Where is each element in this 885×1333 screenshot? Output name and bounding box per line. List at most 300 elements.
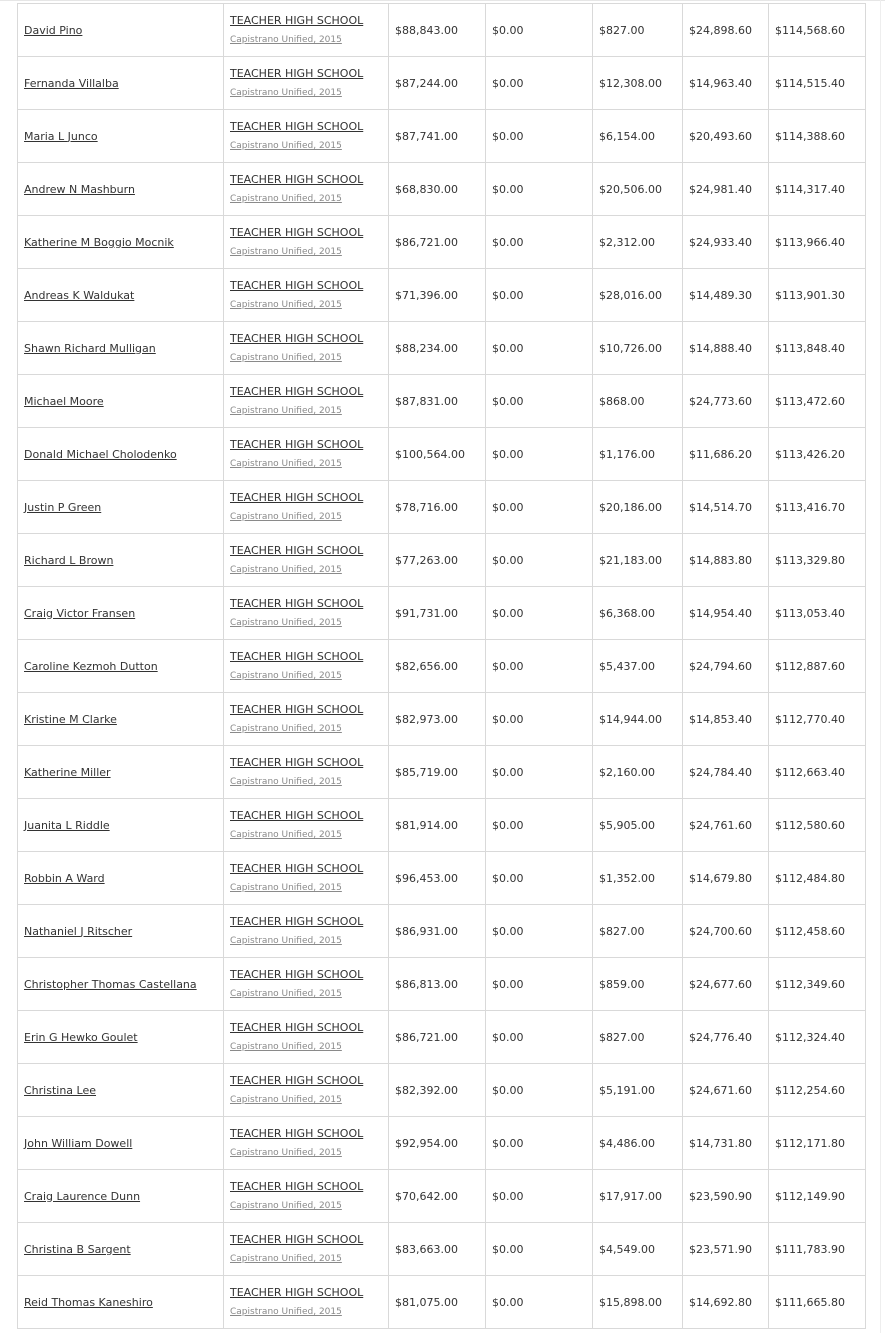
job-cell [224, 216, 389, 269]
overtime-pay-cell [486, 57, 593, 110]
job-cell [224, 163, 389, 216]
employee-name-cell [18, 958, 224, 1011]
base-pay-cell [389, 693, 486, 746]
employee-name-link[interactable]: Caroline Kezmoh Dutton [24, 659, 158, 673]
total-pay-value: $113,848.40 [775, 341, 845, 355]
employee-name-link[interactable]: Kristine M Clarke [24, 712, 117, 726]
total-pay-cell [769, 1064, 866, 1117]
job-title-link[interactable]: TEACHER HIGH SCHOOL [230, 703, 364, 716]
other-pay-cell [593, 375, 683, 428]
overtime-pay-value: $0.00 [492, 553, 524, 567]
agency-year-link[interactable]: Capistrano Unified, 2015 [230, 35, 342, 45]
total-pay-cell [769, 1011, 866, 1064]
employee-name-link[interactable]: Katherine Miller [24, 765, 111, 779]
overtime-pay-cell [486, 216, 593, 269]
overtime-pay-cell [486, 322, 593, 375]
total-pay-cell [769, 640, 866, 693]
total-pay-value: $112,663.40 [775, 765, 845, 779]
agency-year-link[interactable]: Capistrano Unified, 2015 [230, 724, 342, 734]
employee-name-cell [18, 375, 224, 428]
employee-name-cell [18, 1170, 224, 1223]
benefits-value: $24,761.60 [689, 818, 752, 832]
job-title-link[interactable]: TEACHER HIGH SCHOOL [230, 809, 364, 822]
benefits-value: $14,883.80 [689, 553, 752, 567]
other-pay-cell [593, 322, 683, 375]
base-pay-value: $83,663.00 [395, 1242, 458, 1256]
base-pay-cell [389, 1170, 486, 1223]
total-pay-cell [769, 322, 866, 375]
overtime-pay-cell [486, 958, 593, 1011]
employee-name-cell [18, 163, 224, 216]
agency-year-link[interactable]: Capistrano Unified, 2015 [230, 406, 342, 416]
employee-name-cell [18, 1276, 224, 1329]
job-cell [224, 428, 389, 481]
job-title-link[interactable]: TEACHER HIGH SCHOOL [230, 1286, 364, 1299]
table-row [18, 1276, 866, 1329]
table-row [18, 905, 866, 958]
job-title-link[interactable]: TEACHER HIGH SCHOOL [230, 1021, 364, 1034]
total-pay-cell [769, 269, 866, 322]
employee-name-link[interactable]: Andreas K Waldukat [24, 288, 135, 302]
base-pay-cell [389, 1064, 486, 1117]
total-pay-cell [769, 799, 866, 852]
base-pay-value: $77,263.00 [395, 553, 458, 567]
agency-year-link[interactable]: Capistrano Unified, 2015 [230, 989, 342, 999]
overtime-pay-value: $0.00 [492, 1136, 524, 1150]
employee-name-link[interactable]: Fernanda Villalba [24, 76, 119, 90]
job-title-link[interactable]: TEACHER HIGH SCHOOL [230, 544, 364, 557]
benefits-cell [683, 1011, 769, 1064]
benefits-value: $24,784.40 [689, 765, 752, 779]
benefits-cell [683, 481, 769, 534]
benefits-value: $14,963.40 [689, 76, 752, 90]
salary-table-container [17, 3, 865, 1329]
base-pay-cell [389, 852, 486, 905]
job-cell [224, 1064, 389, 1117]
salary-table [17, 3, 866, 1329]
total-pay-value: $112,254.60 [775, 1083, 845, 1097]
benefits-value: $14,692.80 [689, 1295, 752, 1309]
benefits-cell [683, 905, 769, 958]
other-pay-cell [593, 852, 683, 905]
benefits-value: $14,954.40 [689, 606, 752, 620]
overtime-pay-value: $0.00 [492, 871, 524, 885]
overtime-pay-cell [486, 1064, 593, 1117]
benefits-cell [683, 110, 769, 163]
job-cell [224, 640, 389, 693]
table-row [18, 428, 866, 481]
employee-name-link[interactable]: Craig Laurence Dunn [24, 1189, 141, 1203]
benefits-value: $14,514.70 [689, 500, 752, 514]
employee-name-link[interactable]: Michael Moore [24, 394, 104, 408]
total-pay-cell [769, 693, 866, 746]
overtime-pay-value: $0.00 [492, 659, 524, 673]
table-row [18, 587, 866, 640]
benefits-value: $24,981.40 [689, 182, 752, 196]
overtime-pay-cell [486, 110, 593, 163]
other-pay-cell [593, 428, 683, 481]
job-title-link[interactable]: TEACHER HIGH SCHOOL [230, 862, 364, 875]
job-title-link[interactable]: TEACHER HIGH SCHOOL [230, 67, 364, 80]
base-pay-value: $85,719.00 [395, 765, 458, 779]
base-pay-value: $88,843.00 [395, 23, 458, 37]
job-title-link[interactable]: TEACHER HIGH SCHOOL [230, 1074, 364, 1087]
benefits-cell [683, 1223, 769, 1276]
table-row [18, 693, 866, 746]
total-pay-cell [769, 905, 866, 958]
total-pay-cell [769, 587, 866, 640]
total-pay-cell [769, 1170, 866, 1223]
agency-year-link[interactable]: Capistrano Unified, 2015 [230, 618, 342, 628]
overtime-pay-cell [486, 428, 593, 481]
overtime-pay-value: $0.00 [492, 1242, 524, 1256]
base-pay-cell [389, 534, 486, 587]
total-pay-cell [769, 4, 866, 57]
total-pay-value: $112,770.40 [775, 712, 845, 726]
employee-name-link[interactable]: Andrew N Mashburn [24, 182, 135, 196]
overtime-pay-value: $0.00 [492, 1189, 524, 1203]
overtime-pay-value: $0.00 [492, 924, 524, 938]
table-row [18, 110, 866, 163]
overtime-pay-cell [486, 852, 593, 905]
top-divider [0, 0, 885, 1]
employee-name-link[interactable]: Christina Lee [24, 1083, 97, 1097]
other-pay-value: $14,944.00 [599, 712, 662, 726]
job-title-link[interactable]: TEACHER HIGH SCHOOL [230, 438, 364, 451]
base-pay-value: $81,075.00 [395, 1295, 458, 1309]
base-pay-cell [389, 905, 486, 958]
employee-name-cell [18, 746, 224, 799]
employee-name-cell [18, 1117, 224, 1170]
total-pay-value: $112,887.60 [775, 659, 845, 673]
benefits-cell [683, 852, 769, 905]
benefits-cell [683, 1064, 769, 1117]
job-title-link[interactable]: TEACHER HIGH SCHOOL [230, 385, 364, 398]
benefits-value: $14,489.30 [689, 288, 752, 302]
employee-name-cell [18, 269, 224, 322]
other-pay-cell [593, 1011, 683, 1064]
benefits-value: $24,671.60 [689, 1083, 752, 1097]
employee-name-link[interactable]: Erin G Hewko Goulet [24, 1030, 138, 1044]
table-row [18, 1011, 866, 1064]
benefits-value: $23,571.90 [689, 1242, 752, 1256]
employee-name-link[interactable]: Nathaniel J Ritscher [24, 924, 133, 938]
job-title-link[interactable]: TEACHER HIGH SCHOOL [230, 491, 364, 504]
job-cell [224, 799, 389, 852]
job-cell [224, 322, 389, 375]
other-pay-cell [593, 110, 683, 163]
overtime-pay-value: $0.00 [492, 235, 524, 249]
overtime-pay-cell [486, 905, 593, 958]
job-title-link[interactable]: TEACHER HIGH SCHOOL [230, 1180, 364, 1193]
job-title-link[interactable]: TEACHER HIGH SCHOOL [230, 226, 364, 239]
benefits-cell [683, 1276, 769, 1329]
total-pay-value: $113,966.40 [775, 235, 845, 249]
employee-name-cell [18, 428, 224, 481]
total-pay-cell [769, 1223, 866, 1276]
job-title-link[interactable]: TEACHER HIGH SCHOOL [230, 173, 364, 186]
benefits-cell [683, 799, 769, 852]
benefits-cell [683, 4, 769, 57]
overtime-pay-value: $0.00 [492, 1083, 524, 1097]
other-pay-cell [593, 1170, 683, 1223]
base-pay-value: $92,954.00 [395, 1136, 458, 1150]
overtime-pay-cell [486, 799, 593, 852]
employee-name-link[interactable]: Craig Victor Fransen [24, 606, 136, 620]
other-pay-value: $859.00 [599, 977, 645, 991]
table-row [18, 1170, 866, 1223]
job-title-link[interactable]: TEACHER HIGH SCHOOL [230, 597, 364, 610]
other-pay-cell [593, 57, 683, 110]
employee-name-cell [18, 322, 224, 375]
benefits-value: $24,776.40 [689, 1030, 752, 1044]
employee-name-cell [18, 693, 224, 746]
table-row [18, 375, 866, 428]
overtime-pay-value: $0.00 [492, 1030, 524, 1044]
agency-year-link[interactable]: Capistrano Unified, 2015 [230, 1307, 342, 1317]
employee-name-cell [18, 799, 224, 852]
job-title-link[interactable]: TEACHER HIGH SCHOOL [230, 756, 364, 769]
employee-name-link[interactable]: Christopher Thomas Castellana [24, 977, 197, 991]
agency-year-link[interactable]: Capistrano Unified, 2015 [230, 1042, 342, 1052]
agency-year-link[interactable]: Capistrano Unified, 2015 [230, 883, 342, 893]
base-pay-cell [389, 587, 486, 640]
base-pay-cell [389, 1011, 486, 1064]
job-title-link[interactable]: TEACHER HIGH SCHOOL [230, 14, 364, 27]
total-pay-value: $112,484.80 [775, 871, 845, 885]
agency-year-link[interactable]: Capistrano Unified, 2015 [230, 671, 342, 681]
other-pay-cell [593, 746, 683, 799]
employee-name-cell [18, 905, 224, 958]
other-pay-value: $17,917.00 [599, 1189, 662, 1203]
employee-name-cell [18, 110, 224, 163]
base-pay-value: $87,244.00 [395, 76, 458, 90]
benefits-cell [683, 587, 769, 640]
employee-name-link[interactable]: David Pino [24, 23, 83, 37]
benefits-value: $11,686.20 [689, 447, 752, 461]
overtime-pay-value: $0.00 [492, 182, 524, 196]
job-title-link[interactable]: TEACHER HIGH SCHOOL [230, 1233, 364, 1246]
job-title-link[interactable]: TEACHER HIGH SCHOOL [230, 1127, 364, 1140]
other-pay-value: $6,154.00 [599, 129, 655, 143]
total-pay-cell [769, 1276, 866, 1329]
table-row [18, 57, 866, 110]
job-title-link[interactable]: TEACHER HIGH SCHOOL [230, 650, 364, 663]
other-pay-value: $20,186.00 [599, 500, 662, 514]
base-pay-value: $87,831.00 [395, 394, 458, 408]
total-pay-value: $111,665.80 [775, 1295, 845, 1309]
other-pay-value: $12,308.00 [599, 76, 662, 90]
agency-year-link[interactable]: Capistrano Unified, 2015 [230, 141, 342, 151]
benefits-value: $14,679.80 [689, 871, 752, 885]
other-pay-cell [593, 693, 683, 746]
employee-name-link[interactable]: John William Dowell [24, 1136, 133, 1150]
other-pay-cell [593, 640, 683, 693]
base-pay-cell [389, 110, 486, 163]
job-cell [224, 958, 389, 1011]
total-pay-value: $112,349.60 [775, 977, 845, 991]
employee-name-cell [18, 57, 224, 110]
overtime-pay-value: $0.00 [492, 606, 524, 620]
employee-name-cell [18, 481, 224, 534]
other-pay-value: $5,191.00 [599, 1083, 655, 1097]
total-pay-value: $114,515.40 [775, 76, 845, 90]
table-row [18, 1223, 866, 1276]
benefits-cell [683, 1117, 769, 1170]
base-pay-value: $87,741.00 [395, 129, 458, 143]
job-title-link[interactable]: TEACHER HIGH SCHOOL [230, 279, 364, 292]
benefits-cell [683, 534, 769, 587]
other-pay-value: $15,898.00 [599, 1295, 662, 1309]
total-pay-value: $113,901.30 [775, 288, 845, 302]
job-cell [224, 852, 389, 905]
agency-year-link[interactable]: Capistrano Unified, 2015 [230, 1095, 342, 1105]
benefits-value: $24,677.60 [689, 977, 752, 991]
other-pay-value: $868.00 [599, 394, 645, 408]
base-pay-value: $100,564.00 [395, 447, 465, 461]
agency-year-link[interactable]: Capistrano Unified, 2015 [230, 194, 342, 204]
overtime-pay-value: $0.00 [492, 341, 524, 355]
employee-name-link[interactable]: Donald Michael Cholodenko [24, 447, 177, 461]
other-pay-cell [593, 799, 683, 852]
agency-year-link[interactable]: Capistrano Unified, 2015 [230, 459, 342, 469]
base-pay-cell [389, 746, 486, 799]
base-pay-cell [389, 269, 486, 322]
base-pay-value: $68,830.00 [395, 182, 458, 196]
benefits-cell [683, 428, 769, 481]
total-pay-cell [769, 534, 866, 587]
overtime-pay-cell [486, 1170, 593, 1223]
total-pay-cell [769, 746, 866, 799]
job-cell [224, 1011, 389, 1064]
other-pay-value: $2,160.00 [599, 765, 655, 779]
other-pay-value: $10,726.00 [599, 341, 662, 355]
benefits-value: $20,493.60 [689, 129, 752, 143]
job-cell [224, 4, 389, 57]
benefits-cell [683, 693, 769, 746]
job-cell [224, 375, 389, 428]
agency-year-link[interactable]: Capistrano Unified, 2015 [230, 88, 342, 98]
table-row [18, 481, 866, 534]
base-pay-cell [389, 640, 486, 693]
employee-name-cell [18, 1011, 224, 1064]
job-cell [224, 269, 389, 322]
total-pay-value: $112,171.80 [775, 1136, 845, 1150]
employee-name-link[interactable]: Justin P Green [24, 500, 102, 514]
base-pay-cell [389, 216, 486, 269]
job-cell [224, 534, 389, 587]
employee-name-link[interactable]: Richard L Brown [24, 553, 114, 567]
other-pay-value: $827.00 [599, 23, 645, 37]
employee-name-link[interactable]: Reid Thomas Kaneshiro [24, 1295, 153, 1309]
agency-year-link[interactable]: Capistrano Unified, 2015 [230, 830, 342, 840]
total-pay-value: $113,053.40 [775, 606, 845, 620]
employee-name-cell [18, 1223, 224, 1276]
employee-name-link[interactable]: Katherine M Boggio Mocnik [24, 235, 174, 249]
total-pay-value: $113,416.70 [775, 500, 845, 514]
other-pay-cell [593, 1117, 683, 1170]
overtime-pay-cell [486, 1223, 593, 1276]
agency-year-link[interactable]: Capistrano Unified, 2015 [230, 777, 342, 787]
other-pay-cell [593, 269, 683, 322]
employee-name-cell [18, 640, 224, 693]
base-pay-cell [389, 1117, 486, 1170]
total-pay-cell [769, 481, 866, 534]
agency-year-link[interactable]: Capistrano Unified, 2015 [230, 565, 342, 575]
overtime-pay-value: $0.00 [492, 1295, 524, 1309]
base-pay-value: $81,914.00 [395, 818, 458, 832]
agency-year-link[interactable]: Capistrano Unified, 2015 [230, 300, 342, 310]
benefits-cell [683, 746, 769, 799]
base-pay-value: $71,396.00 [395, 288, 458, 302]
base-pay-cell [389, 1223, 486, 1276]
employee-name-link[interactable]: Christina B Sargent [24, 1242, 131, 1256]
benefits-cell [683, 375, 769, 428]
overtime-pay-cell [486, 587, 593, 640]
total-pay-cell [769, 1117, 866, 1170]
employee-name-link[interactable]: Maria L Junco [24, 129, 98, 143]
agency-year-link[interactable]: Capistrano Unified, 2015 [230, 1148, 342, 1158]
job-cell [224, 1170, 389, 1223]
other-pay-cell [593, 1064, 683, 1117]
total-pay-value: $114,388.60 [775, 129, 845, 143]
base-pay-cell [389, 375, 486, 428]
job-title-link[interactable]: TEACHER HIGH SCHOOL [230, 120, 364, 133]
total-pay-cell [769, 57, 866, 110]
base-pay-value: $86,721.00 [395, 235, 458, 249]
base-pay-value: $78,716.00 [395, 500, 458, 514]
salary-table-body [18, 4, 866, 1329]
other-pay-value: $2,312.00 [599, 235, 655, 249]
job-title-link[interactable]: TEACHER HIGH SCHOOL [230, 915, 364, 928]
job-cell [224, 587, 389, 640]
base-pay-value: $88,234.00 [395, 341, 458, 355]
agency-year-link[interactable]: Capistrano Unified, 2015 [230, 936, 342, 946]
agency-year-link[interactable]: Capistrano Unified, 2015 [230, 353, 342, 363]
employee-name-link[interactable]: Juanita L Riddle [24, 818, 110, 832]
base-pay-value: $82,656.00 [395, 659, 458, 673]
benefits-cell [683, 163, 769, 216]
other-pay-value: $5,437.00 [599, 659, 655, 673]
job-title-link[interactable]: TEACHER HIGH SCHOOL [230, 332, 364, 345]
other-pay-value: $1,176.00 [599, 447, 655, 461]
other-pay-cell [593, 163, 683, 216]
overtime-pay-value: $0.00 [492, 129, 524, 143]
agency-year-link[interactable]: Capistrano Unified, 2015 [230, 512, 342, 522]
agency-year-link[interactable]: Capistrano Unified, 2015 [230, 247, 342, 257]
job-cell [224, 905, 389, 958]
job-title-link[interactable]: TEACHER HIGH SCHOOL [230, 968, 364, 981]
table-row [18, 640, 866, 693]
benefits-cell [683, 1170, 769, 1223]
job-cell [224, 693, 389, 746]
employee-name-link[interactable]: Robbin A Ward [24, 871, 105, 885]
overtime-pay-cell [486, 375, 593, 428]
agency-year-link[interactable]: Capistrano Unified, 2015 [230, 1254, 342, 1264]
employee-name-link[interactable]: Shawn Richard Mulligan [24, 341, 156, 355]
employee-name-cell [18, 1064, 224, 1117]
overtime-pay-cell [486, 269, 593, 322]
other-pay-value: $4,486.00 [599, 1136, 655, 1150]
overtime-pay-cell [486, 1276, 593, 1329]
base-pay-cell [389, 57, 486, 110]
agency-year-link[interactable]: Capistrano Unified, 2015 [230, 1201, 342, 1211]
job-cell [224, 1117, 389, 1170]
table-row [18, 269, 866, 322]
other-pay-value: $5,905.00 [599, 818, 655, 832]
overtime-pay-cell [486, 1117, 593, 1170]
total-pay-value: $113,426.20 [775, 447, 845, 461]
